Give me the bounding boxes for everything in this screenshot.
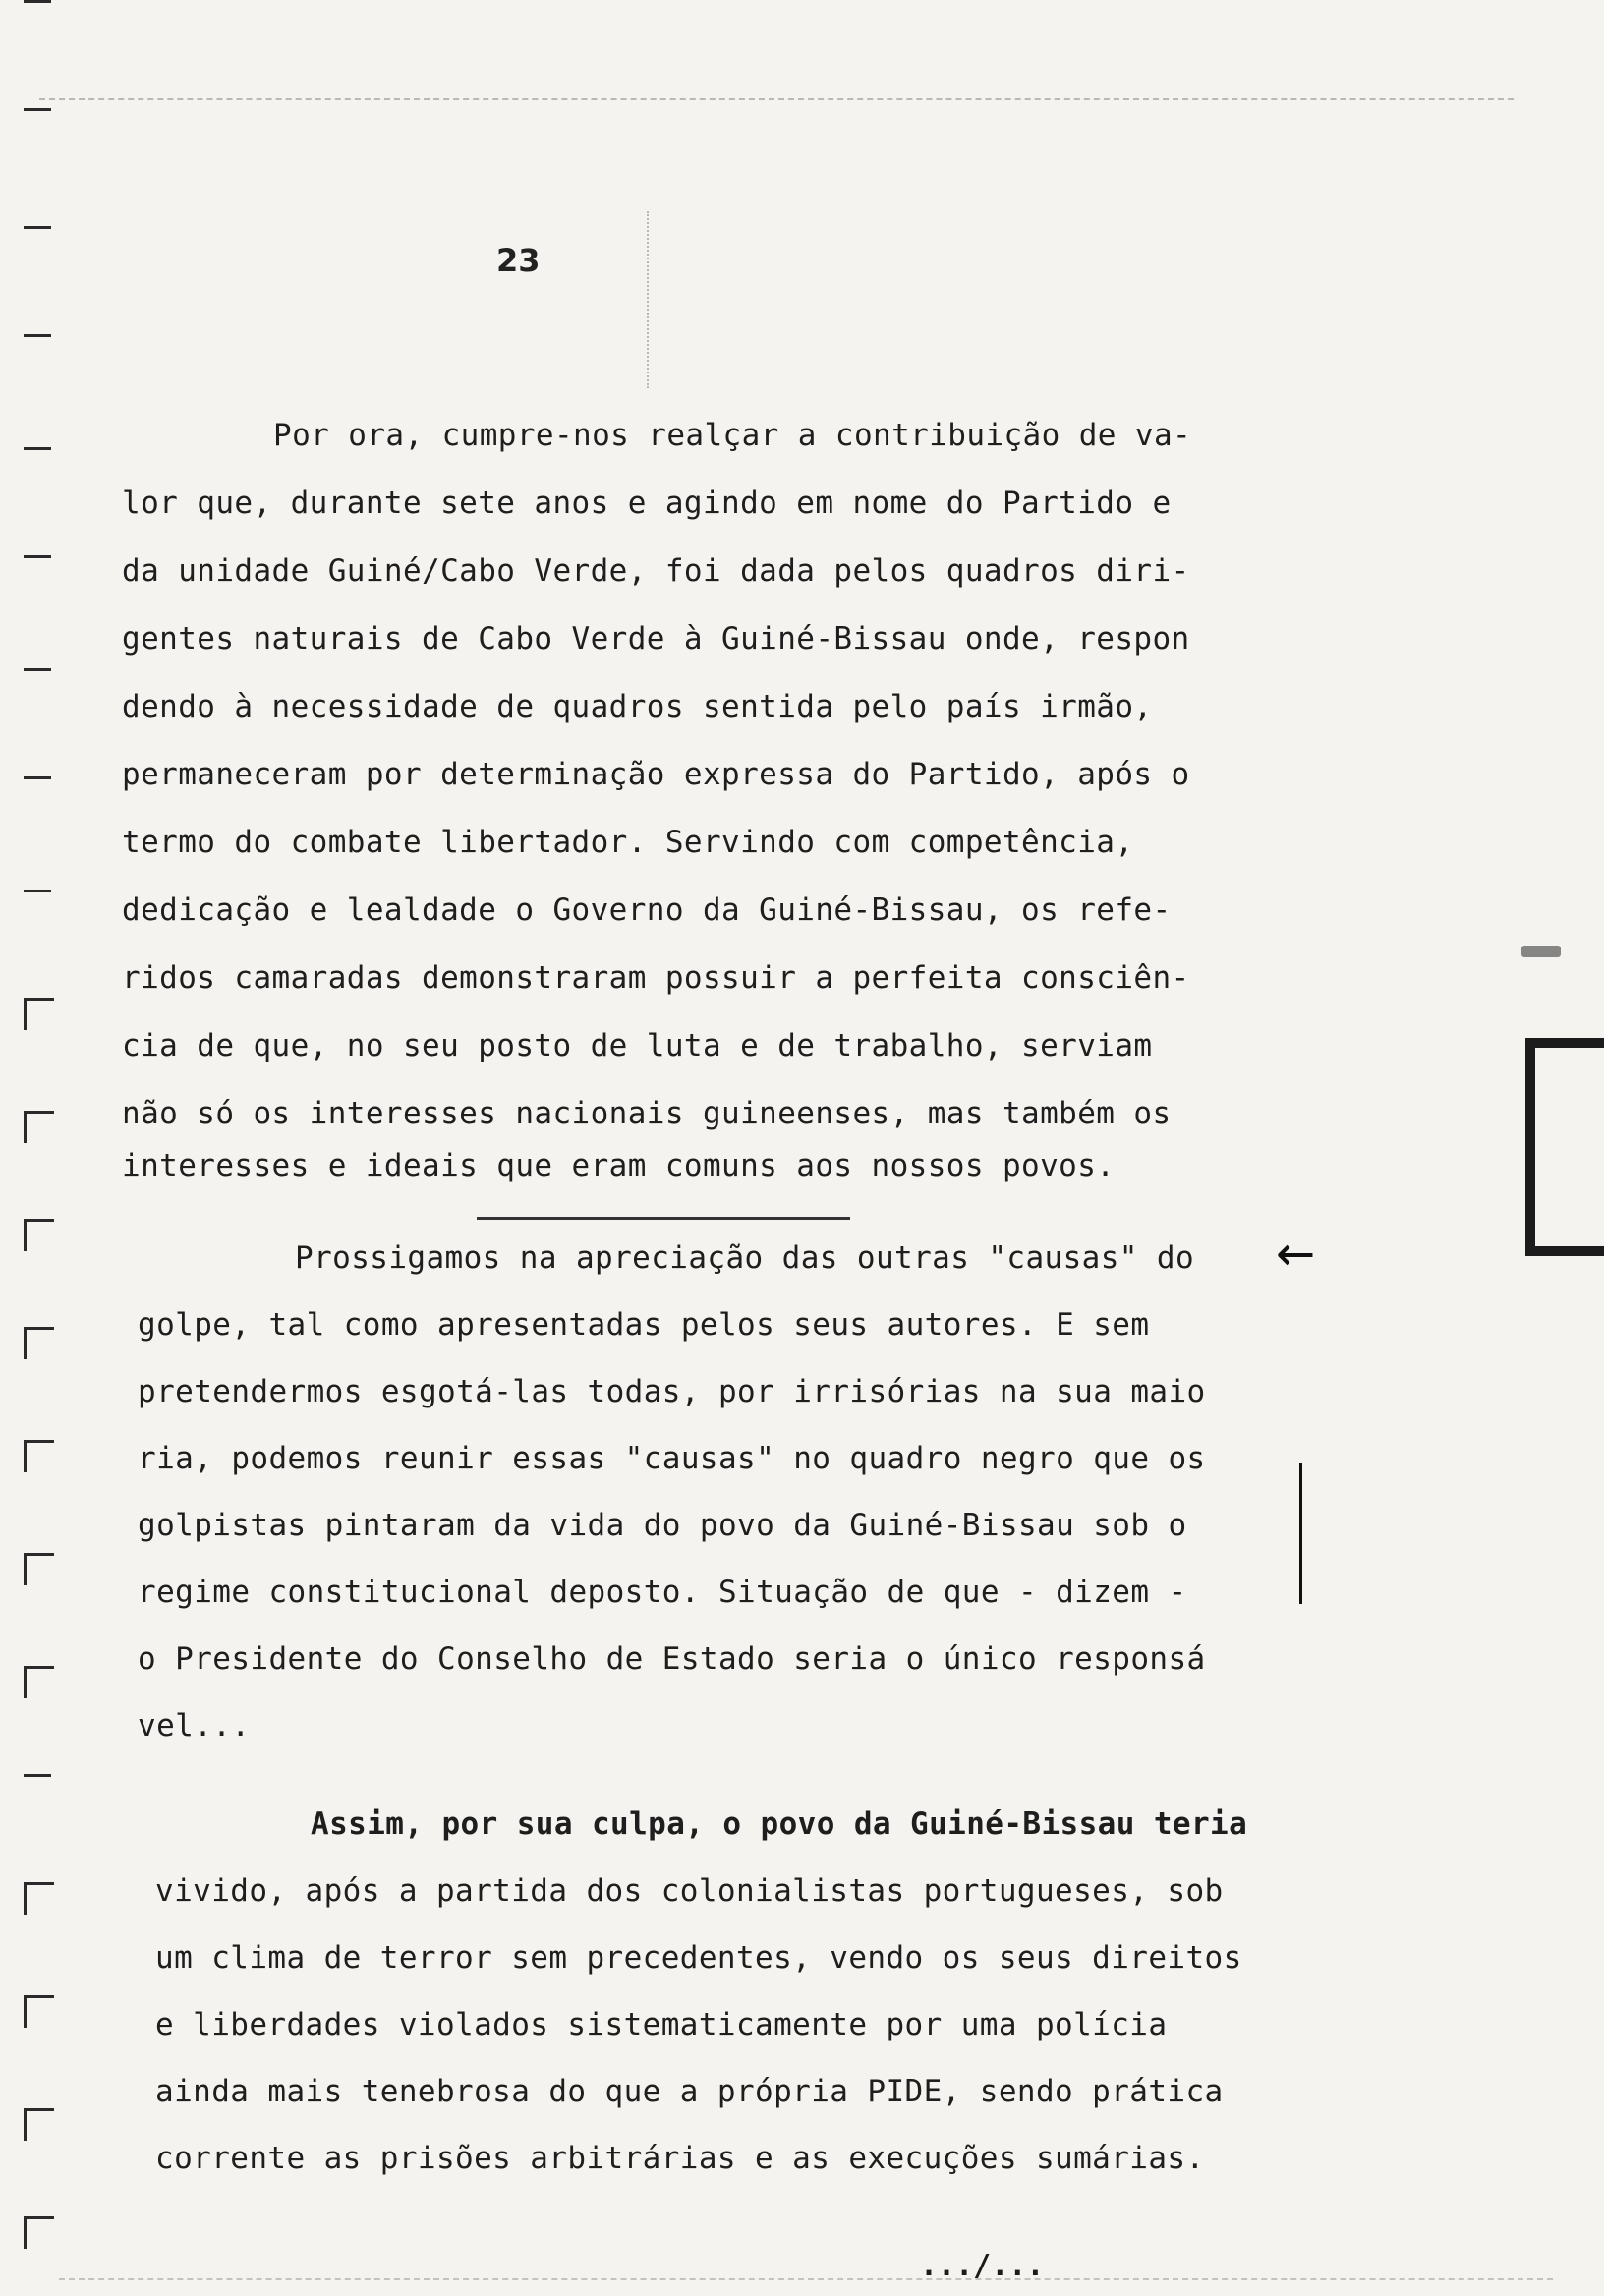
binder-mark [24, 108, 51, 133]
binder-mark [24, 1111, 54, 1143]
handwritten-underline [477, 1217, 850, 1220]
binder-mark [24, 1327, 54, 1359]
text-line: o Presidente do Conselho de Estado seria o único responsá [138, 1641, 1206, 1677]
text-line: Por ora, cumpre-nos realçar a contribuição de va- [273, 418, 1192, 453]
text-line: vivido, após a partida dos colonialistas portugueses, sob [155, 1873, 1224, 1909]
binder-mark [24, 1219, 54, 1251]
binder-mark [24, 1882, 54, 1915]
binder-mark [24, 1995, 54, 2028]
text-line: da unidade Guiné/Cabo Verde, foi dada pelos quadros diri- [122, 553, 1190, 589]
text-line: dendo à necessidade de quadros sentida pelo país irmão, [122, 689, 1153, 724]
binder-mark [24, 555, 51, 580]
text-line: golpistas pintaram da vida do povo da Guiné-Bissau sob o [138, 1508, 1187, 1543]
text-line: e liberdades violados sistematicamente por uma polícia [155, 2007, 1168, 2042]
text-line: regime constitucional deposto. Situação de que - dizem - [138, 1575, 1187, 1610]
binder-mark [24, 776, 51, 801]
text-line: cia de que, no seu posto de luta e de trabalho, serviam [122, 1028, 1153, 1063]
text-line: vel... [138, 1708, 251, 1744]
text-line: interesses e ideais que eram comuns aos nossos povos. [122, 1148, 1116, 1183]
text-line: ridos camaradas demonstraram possuir a perfeita consciên- [122, 960, 1190, 996]
text-line: corrente as prisões arbitrárias e as execuções sumárias. [155, 2141, 1205, 2176]
text-line: termo do combate libertador. Servindo com competência, [122, 825, 1134, 860]
binder-mark [24, 668, 51, 693]
continued-marker: .../... [920, 2249, 1045, 2283]
text-line: não só os interesses nacionais guineenses, mas também os [122, 1096, 1172, 1131]
scan-right-bracket [1525, 1038, 1604, 1256]
page-number: 23 [496, 242, 541, 279]
scan-bottom-rule [59, 2278, 1553, 2280]
margin-arrow-icon: ← [1276, 1227, 1316, 1282]
scan-smudge [1521, 946, 1561, 957]
text-line: ria, podemos reunir essas "causas" no quadro negro que os [138, 1441, 1206, 1476]
text-line: dedicação e lealdade o Governo da Guiné-Bissau, os refe- [122, 892, 1172, 928]
binder-mark [24, 998, 54, 1030]
binder-mark [24, 1440, 54, 1472]
scan-center-dots [647, 211, 649, 388]
binder-mark [24, 226, 51, 251]
text-line: golpe, tal como apresentadas pelos seus autores. E sem [138, 1307, 1150, 1343]
text-line: permaneceram por determinação expressa do Partido, após o [122, 757, 1190, 792]
text-line: ainda mais tenebrosa do que a própria PIDE, sendo prática [155, 2074, 1224, 2109]
scan-top-rule [39, 98, 1514, 100]
text-line: lor que, durante sete anos e agindo em nome do Partido e [122, 486, 1172, 521]
text-line: gentes naturais de Cabo Verde à Guiné-Bissau onde, respon [122, 621, 1190, 657]
text-line: Assim, por sua culpa, o povo da Guiné-Bissau teria [311, 1807, 1248, 1842]
binder-mark [24, 0, 51, 25]
binder-mark [24, 2216, 54, 2249]
text-line: pretendermos esgotá-las todas, por irrisórias na sua maio [138, 1374, 1206, 1409]
binder-mark [24, 334, 51, 359]
margin-bar [1299, 1463, 1302, 1604]
text-line: Prossigamos na apreciação das outras "causas" do [295, 1240, 1195, 1276]
binder-mark [24, 1774, 51, 1799]
binder-mark [24, 447, 51, 472]
binder-mark [24, 2108, 54, 2141]
binder-mark [24, 890, 51, 914]
binder-mark [24, 1553, 54, 1585]
binder-mark [24, 1666, 54, 1698]
text-line: um clima de terror sem precedentes, vendo os seus direitos [155, 1940, 1242, 1976]
